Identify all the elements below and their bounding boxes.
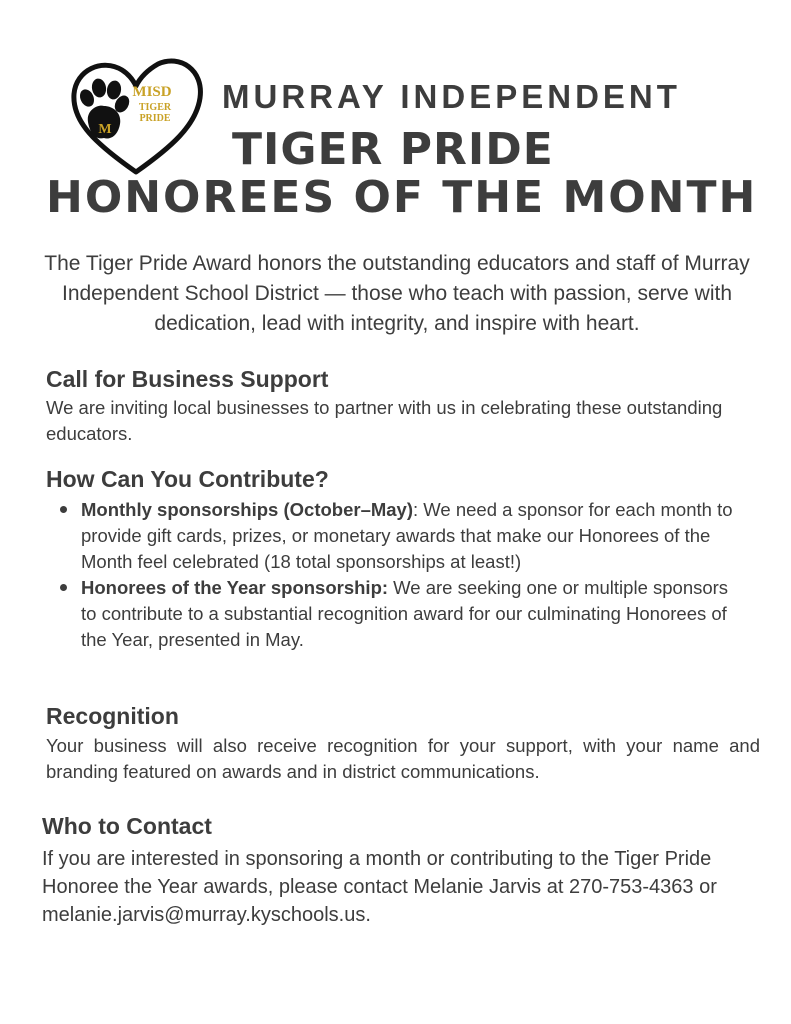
business-support-heading: Call for Business Support — [46, 366, 329, 392]
list-item — [60, 575, 740, 653]
header-tiger-pride: TIGER PRIDE — [232, 124, 554, 175]
logo-pride-text: PRIDE — [139, 113, 171, 124]
list-item — [60, 497, 740, 575]
list-item-bold: Honorees of the Year sponsorship: — [81, 577, 389, 598]
header-honorees-of-the-month: HONOREES OF THE MONTH — [46, 172, 758, 223]
bullet-icon — [60, 506, 67, 513]
recognition-body: Your business will also receive recognition for your support, with your name and branding featured on awards and in district communications. — [46, 735, 760, 782]
list-item-bold: Monthly sponsorships (October–May) — [81, 499, 414, 520]
contact-heading: Who to Contact — [42, 813, 212, 839]
header-murray-independent: MURRAY INDEPENDENT — [222, 78, 681, 115]
logo-m-letter: M — [98, 122, 112, 137]
contribute-list — [60, 497, 740, 653]
contribute-heading: How Can You Contribute? — [46, 466, 329, 492]
logo-misd-text: MISD — [132, 84, 172, 100]
logo-tiger-text: TIGER — [138, 102, 172, 113]
contact-body: If you are interested in sponsoring a month or contributing to the Tiger Pride Honoree the Year awards, please contact Melanie Jarvis at 270-753-4363 or melanie.jarvis@murray.kyschools.us. — [42, 848, 717, 926]
business-support-body: We are inviting local businesses to partner with us in celebrating these outstanding educators. — [46, 397, 723, 444]
misd-logo — [66, 56, 206, 178]
list-item-text: : We need a sponsor for each month to provide gift cards, prizes, or monetary awards that make our Honorees of the Month feel celebrated (18 total sponsorships at least!) — [81, 499, 733, 572]
recognition-heading: Recognition — [46, 703, 179, 729]
bullet-icon — [60, 584, 67, 591]
list-item-text: We are seeking one or multiple sponsors to contribute to a substantial recognition award for our culminating Honorees of the Year, presented in May. — [81, 577, 729, 650]
intro-paragraph: The Tiger Pride Award honors the outstanding educators and staff of Murray Independent School District — those who teach with passion, serve with dedication, lead with integrity, and inspire with heart. — [44, 252, 750, 335]
